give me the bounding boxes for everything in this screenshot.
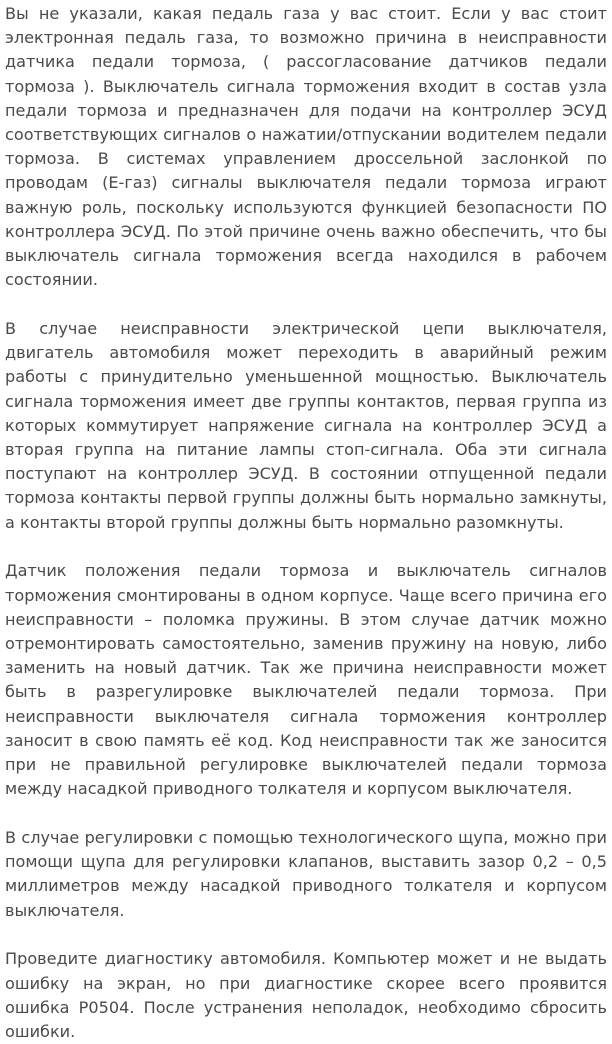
paragraph-3: Датчик положения педали тормоза и выключатель сигналов торможения смонтированы в одном корпусе. Чаще всего причина его неисправности – поломка пружины. В этом случае датчик можно отремонтировать самостоятельно, заменив пружину на новую, либо заменить на новый датчик. Так же причина неисправности может быть в разрегулировке выключателей педали тормоза. При неисправности выключателя сигнала торможения контроллер заносит в свою память её код. Код неисправности так же заносится при не правильной регулировке выключателей педали тормоза между насадкой приводного толкателя и корпусом выключателя. — [5, 561, 607, 799]
paragraph-1: Вы не указали, какая педаль газа у вас стоит. Если у вас стоит электронная педаль газа, то возможно причина в неисправности датчика педали тормоза, ( рассогласование датчиков педали тормоза ). Выключатель сигнала торможения входит в состав узла педали тормоза и предназначен для подачи на контроллер ЭСУД соответствующих сигналов о нажатии/отпускании водителем педали тормоза. В системах управлением дроссельной заслонкой по проводам (E-газ) сигналы выключателя педали тормоза играют важную роль, поскольку используются функцией безопасности ПО контроллера ЭСУД. По этой причине очень важно обеспечить, что бы выключатель сигнала торможения всегда находился в рабочем состоянии. — [5, 4, 607, 290]
paragraph-4: В случае регулировки с помощью технологического щупа, можно при помощи щупа для регулировки клапанов, выставить зазор 0,2 – 0,5 миллиметров между насадкой приводного толкателя и корпусом выключателя. — [5, 828, 607, 920]
paragraph-2: В случае неисправности электрической цепи выключателя, двигатель автомобиля может переходить в аварийный режим работы с принудительно уменьшенной мощностью. Выключатель сигнала торможения имеет две группы контактов, первая группа из которых коммутирует напряжение сигнала на контроллер ЭСУД а вторая группа на питание лампы стоп-сигнала. Оба эти сигнала поступают на контроллер ЭСУД. В состоянии отпущенной педали тормоза контакты первой группы должны быть нормально замкнуты, а контакты второй группы должны быть нормально разомкнуты. — [5, 319, 607, 532]
paragraph-5: Проведите диагностику автомобиля. Компьютер может и не выдать ошибку на экран, но при диагностике скорее всего проявится ошибка P0504. После устранения неполадок, необходимо сбросить ошибки. — [5, 949, 607, 1042]
